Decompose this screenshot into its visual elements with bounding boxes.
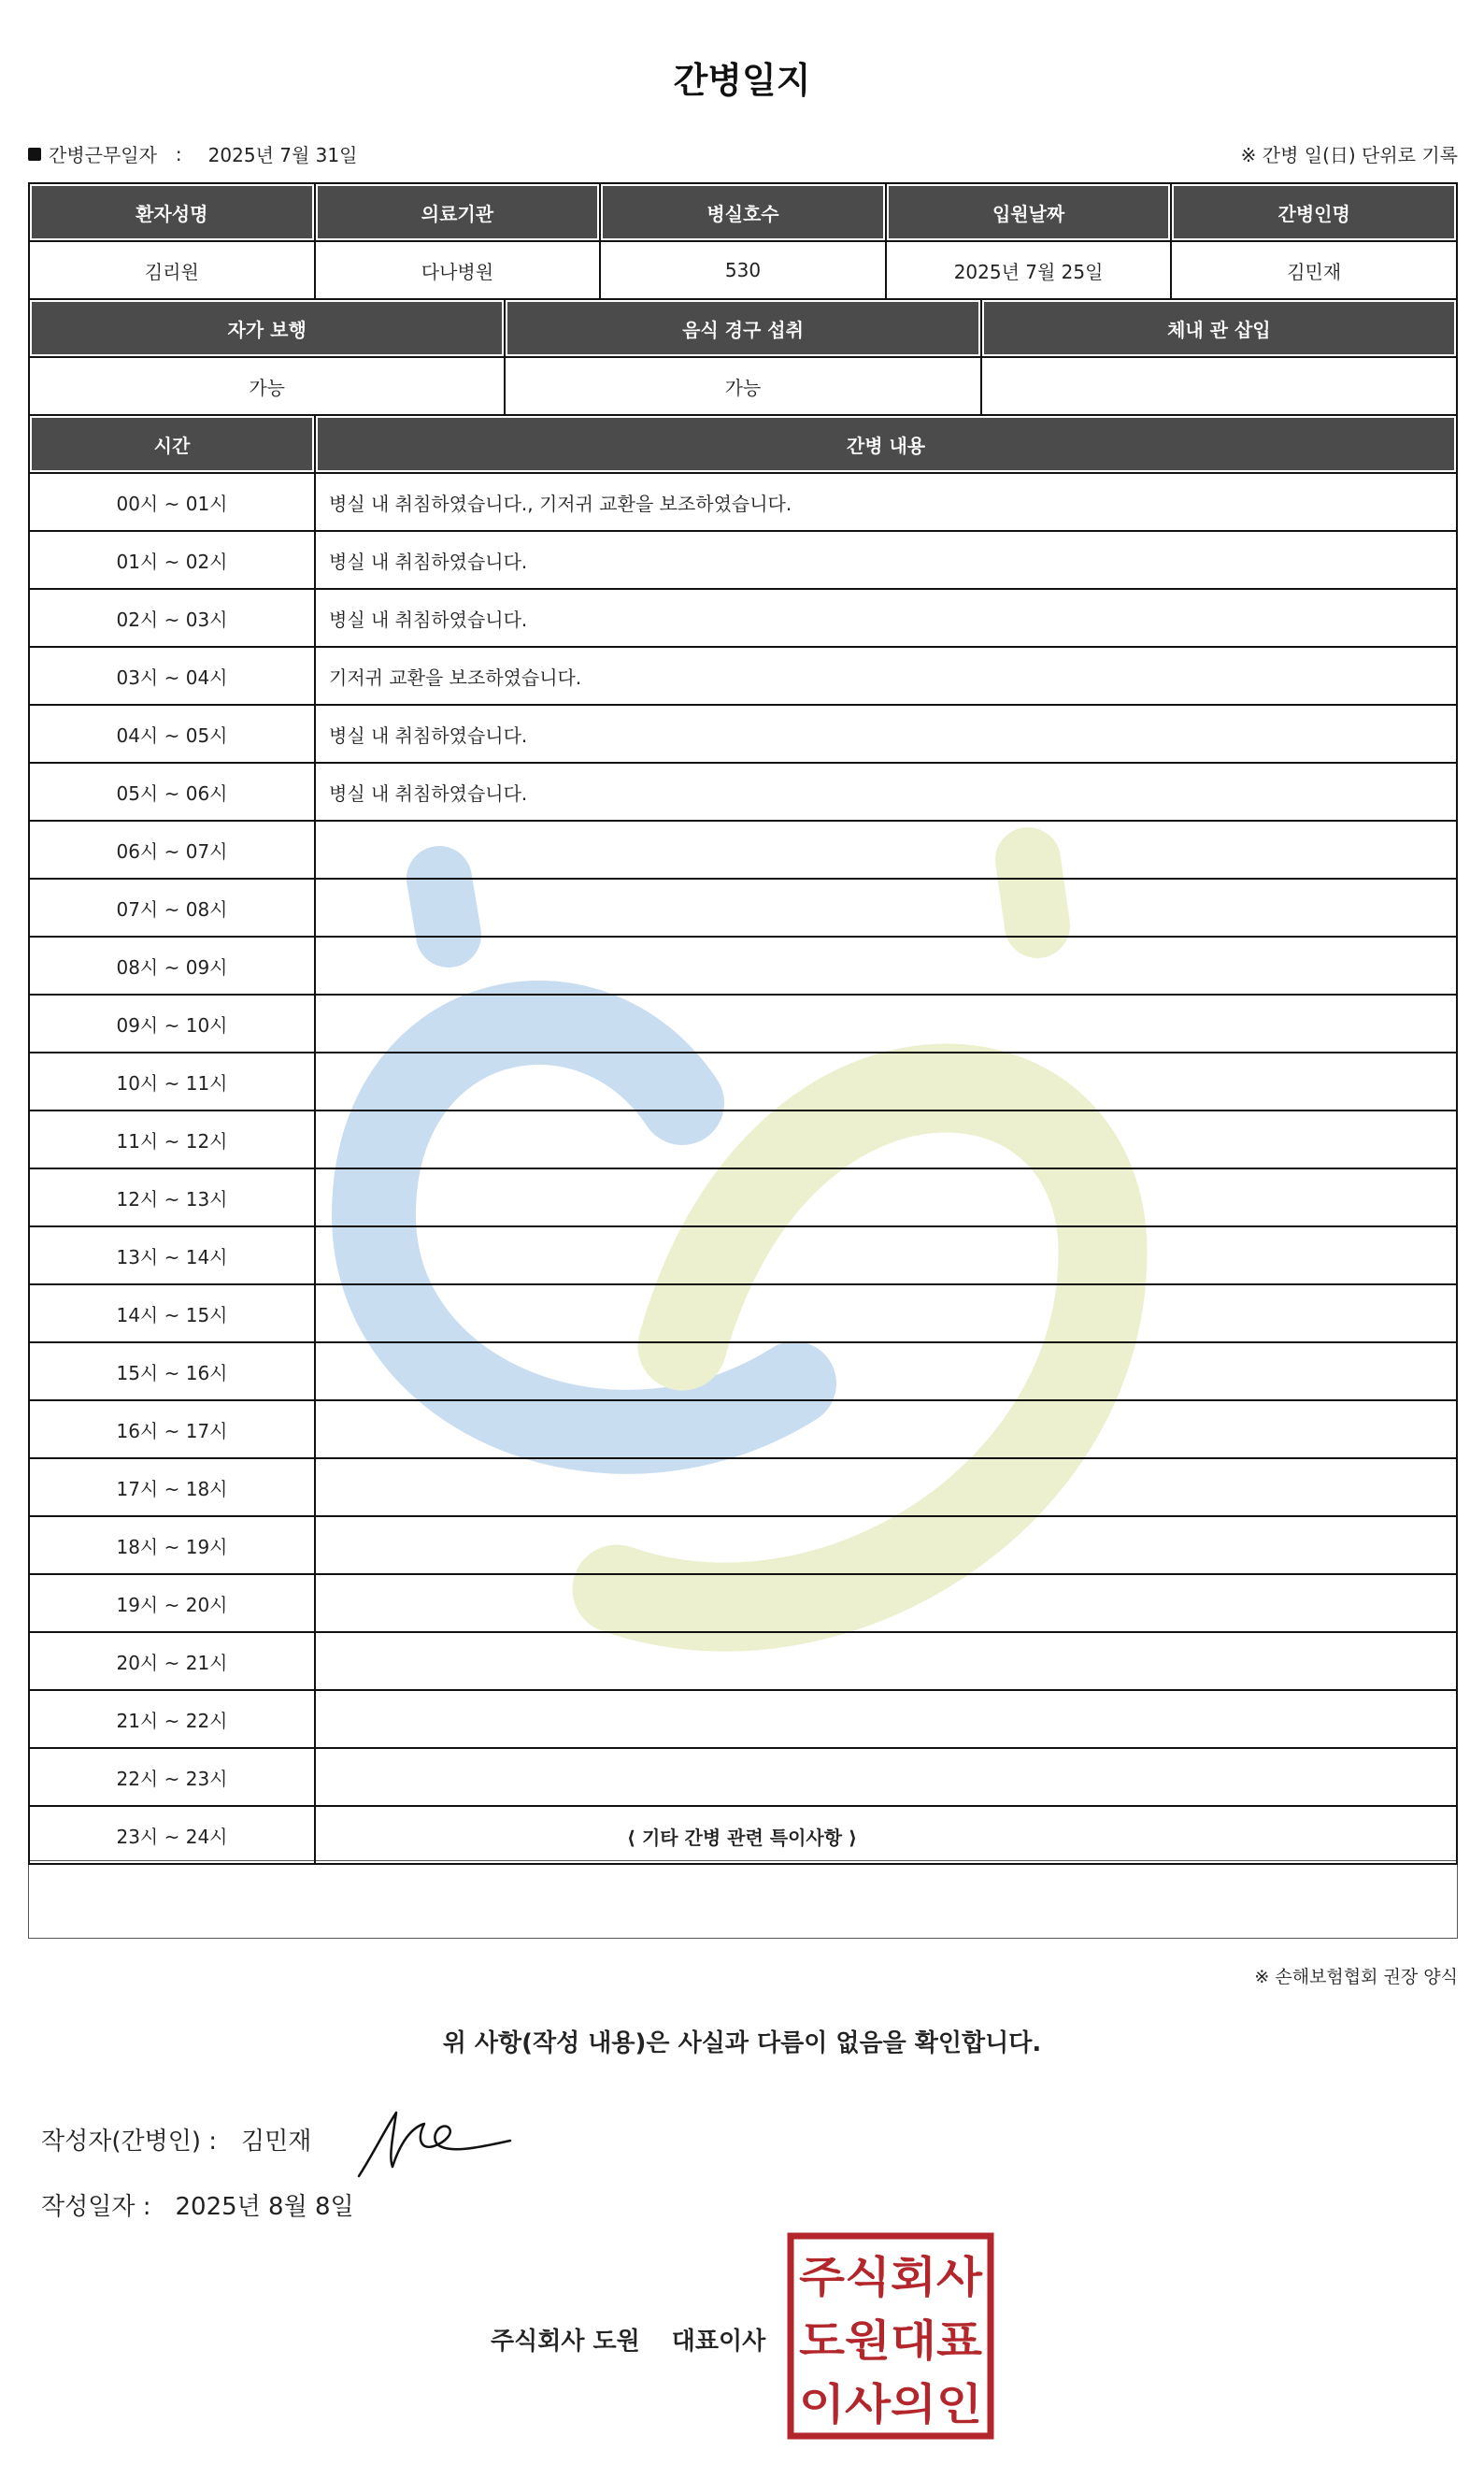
- seal-text-line: 이사의인: [799, 2379, 982, 2429]
- written-date-row: [41, 2187, 354, 2222]
- care-log-row: [29, 531, 1457, 589]
- care-log-row: [29, 937, 1457, 995]
- care-log-time: 21시 ~ 22시: [29, 1690, 315, 1748]
- care-log-time: 20시 ~ 21시: [29, 1632, 315, 1690]
- care-log-content: [315, 1690, 1457, 1748]
- care-log-content: [315, 1226, 1457, 1284]
- care-log-content: 병실 내 취침하였습니다.: [315, 763, 1457, 821]
- care-log-time: 17시 ~ 18시: [29, 1458, 315, 1516]
- care-log-row: [29, 1053, 1457, 1111]
- header-hospital: 의료기관: [315, 183, 601, 241]
- care-log-time: 15시 ~ 16시: [29, 1342, 315, 1400]
- care-log-content: [315, 995, 1457, 1053]
- writer-name: 김민재: [241, 2128, 312, 2156]
- care-log-content: [315, 1574, 1457, 1632]
- document-title: 간병일지: [673, 60, 811, 101]
- care-log-row: [29, 1342, 1457, 1400]
- seal-text-line: 도원대표: [799, 2315, 983, 2366]
- care-log-content: [315, 821, 1457, 879]
- care-log-content: [315, 1400, 1457, 1458]
- record-note: ※ 간병 일(日) 단위로 기록: [1240, 144, 1458, 166]
- care-log-content: [315, 1516, 1457, 1574]
- care-log-time: 03시 ~ 04시: [29, 647, 315, 705]
- care-log-time: 14시 ~ 15시: [29, 1284, 315, 1342]
- care-log-row: [29, 473, 1457, 531]
- care-log-time: 19시 ~ 20시: [29, 1574, 315, 1632]
- care-log-row: [29, 1632, 1457, 1690]
- care-log-content: [315, 1748, 1457, 1806]
- written-date-label: 작성일자 :: [41, 2193, 151, 2221]
- care-log-row: [29, 1574, 1457, 1632]
- writer-row: [41, 2122, 311, 2157]
- self-walking-value: 가능: [29, 357, 505, 415]
- writer-label: 작성자(간병인) :: [41, 2128, 218, 2156]
- header-oral-intake: 음식 경구 섭취: [505, 299, 980, 357]
- care-log-row: [29, 763, 1457, 821]
- care-log-content: [315, 1111, 1457, 1168]
- work-date-value: 2025년 7월 31일: [207, 144, 358, 166]
- tube-insertion-value: [981, 357, 1457, 415]
- care-log-table: [28, 414, 1458, 1865]
- header-caregiver-name: 간병인명: [1171, 183, 1457, 241]
- hospital-name: 다나병원: [315, 241, 601, 299]
- care-log-time: 06시 ~ 07시: [29, 821, 315, 879]
- care-log-row: [29, 1168, 1457, 1226]
- care-log-content: 기저귀 교환을 보조하였습니다.: [315, 647, 1457, 705]
- care-log-time: 07시 ~ 08시: [29, 879, 315, 937]
- care-log-time: 16시 ~ 17시: [29, 1400, 315, 1458]
- care-log-time: 09시 ~ 10시: [29, 995, 315, 1053]
- header-care-content: 간병 내용: [315, 415, 1457, 473]
- header-admission-date: 입원날짜: [886, 183, 1172, 241]
- room-number: 530: [600, 241, 886, 299]
- care-log-content: [315, 1632, 1457, 1690]
- caregiver-name: 김민재: [1171, 241, 1457, 299]
- care-log-time: 13시 ~ 14시: [29, 1226, 315, 1284]
- care-log-row: [29, 1226, 1457, 1284]
- header-tube-insertion: 체내 관 삽입: [981, 299, 1457, 357]
- care-log-row: [29, 1284, 1457, 1342]
- care-log-content: [315, 1053, 1457, 1111]
- square-bullet-icon: [28, 148, 41, 161]
- care-log-content: [315, 1284, 1457, 1342]
- patient-info-table: [28, 182, 1458, 300]
- company-name: 주식회사 도원: [491, 2328, 640, 2356]
- care-log-content: [315, 937, 1457, 995]
- care-log-row: [29, 1690, 1457, 1748]
- written-date-value: 2025년 8월 8일: [175, 2193, 354, 2221]
- care-log-content: [315, 1806, 1457, 1864]
- care-log-time: 23시 ~ 24시: [29, 1806, 315, 1864]
- notes-box: [28, 1860, 1458, 1939]
- care-log-row: [29, 705, 1457, 763]
- care-log-row: [29, 1400, 1457, 1458]
- care-log-time: 00시 ~ 01시: [29, 473, 315, 531]
- header-room-number: 병실호수: [600, 183, 886, 241]
- care-log-row: [29, 1806, 1457, 1864]
- care-log-time: 18시 ~ 19시: [29, 1516, 315, 1574]
- care-log-content: 병실 내 취침하였습니다.: [315, 705, 1457, 763]
- care-log-content: 병실 내 취침하였습니다.: [315, 531, 1457, 589]
- header-patient-name: 환자성명: [29, 183, 315, 241]
- notes-title: ⟨ 기타 간병 관련 특이사항 ⟩: [626, 1827, 858, 1849]
- care-log-row: [29, 1458, 1457, 1516]
- care-log-row: [29, 995, 1457, 1053]
- care-log-row: [29, 879, 1457, 937]
- handwritten-signature: [355, 2101, 514, 2181]
- oral-intake-value: 가능: [505, 357, 980, 415]
- header-self-walking: 자가 보행: [29, 299, 505, 357]
- care-log-time: 12시 ~ 13시: [29, 1168, 315, 1226]
- care-log-content: 병실 내 취침하였습니다., 기저귀 교환을 보조하였습니다.: [315, 473, 1457, 531]
- ability-table: [28, 298, 1458, 416]
- care-log-time: 22시 ~ 23시: [29, 1748, 315, 1806]
- care-log-row: [29, 589, 1457, 647]
- work-date-separator: :: [175, 142, 182, 165]
- admission-date: 2025년 7월 25일: [886, 241, 1172, 299]
- care-log-time: 10시 ~ 11시: [29, 1053, 315, 1111]
- company-row: [491, 2322, 765, 2357]
- care-log-time: 01시 ~ 02시: [29, 531, 315, 589]
- confirmation-statement: 위 사항(작성 내용)은 사실과 다름이 없음을 확인합니다.: [442, 2029, 1042, 2057]
- header-time: 시간: [29, 415, 315, 473]
- care-log-content: [315, 1168, 1457, 1226]
- care-log-time: 02시 ~ 03시: [29, 589, 315, 647]
- seal-text-line: 주식회사: [799, 2252, 983, 2302]
- company-seal-stamp: [787, 2232, 994, 2440]
- care-log-row: [29, 647, 1457, 705]
- work-date-label: 간병근무일자: [49, 144, 157, 166]
- care-log-time: 11시 ~ 12시: [29, 1111, 315, 1168]
- care-log-row: [29, 1111, 1457, 1168]
- care-log-content: [315, 879, 1457, 937]
- care-log-content: [315, 1458, 1457, 1516]
- work-date-row: [28, 140, 357, 167]
- care-log-row: [29, 1748, 1457, 1806]
- company-role: 대표이사: [671, 2328, 766, 2356]
- form-footnote: ※ 손해보험협회 권장 양식: [1254, 1967, 1458, 1987]
- care-log-time: 05시 ~ 06시: [29, 763, 315, 821]
- care-log-row: [29, 1516, 1457, 1574]
- care-log-content: 병실 내 취침하였습니다.: [315, 589, 1457, 647]
- care-log-content: [315, 1342, 1457, 1400]
- care-log-row: [29, 821, 1457, 879]
- patient-name: 김리원: [29, 241, 315, 299]
- care-log-time: 04시 ~ 05시: [29, 705, 315, 763]
- care-log-time: 08시 ~ 09시: [29, 937, 315, 995]
